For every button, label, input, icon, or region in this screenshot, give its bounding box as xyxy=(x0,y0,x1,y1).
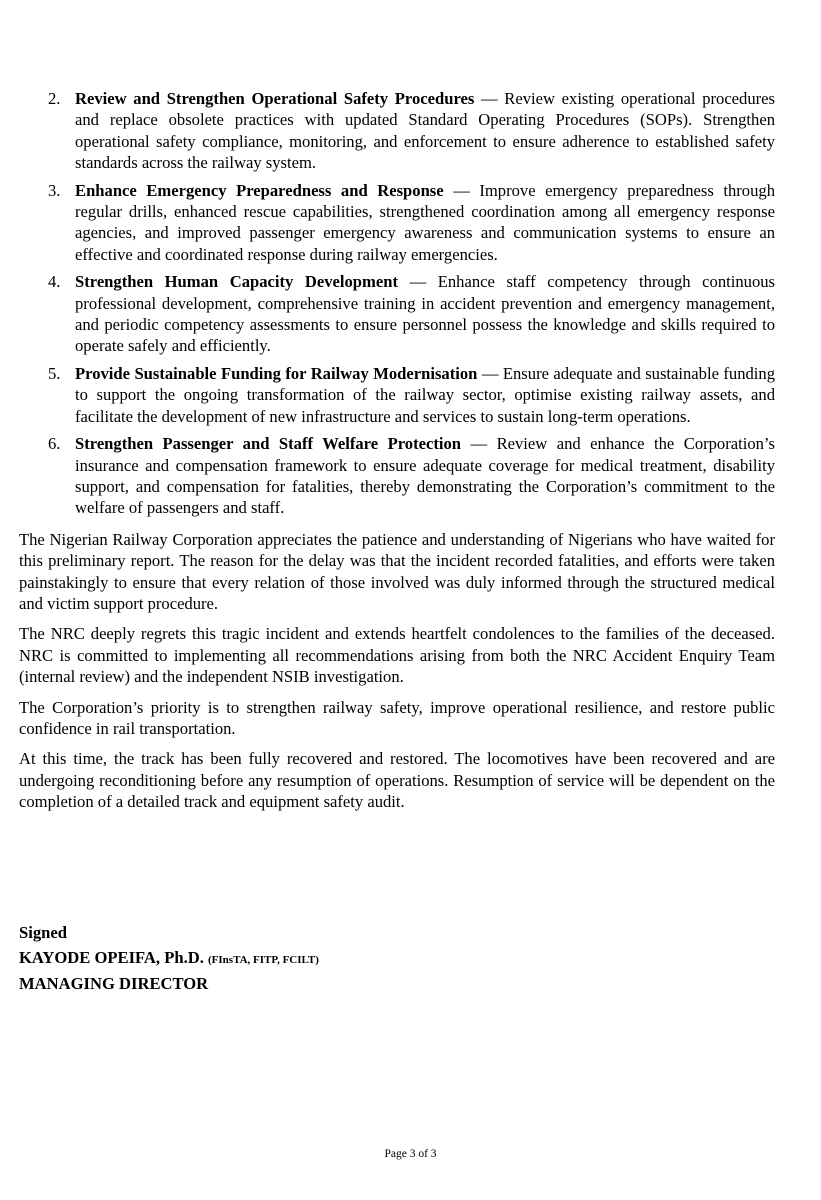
recommendation-title: Strengthen Human Capacity Development xyxy=(75,272,398,292)
recommendation-title: Review and Strengthen Operational Safety Procedures xyxy=(75,89,475,108)
recommendation-body: Improve emergency preparedness through regular drills, enhanced rescue capabilities, strengthened coordination among all emergency response agencies, and improved passenger emergency awareness and communication systems to ensure an effective and coordinated response during railway emergencies. xyxy=(75,180,775,264)
recommendation-item xyxy=(19,88,775,174)
title-separator: — xyxy=(461,434,497,454)
recommendation-body: Ensure adequate and sustainable funding to support the ongoing transformation of the railway sector, optimise existing railway assets, and facilitate the development of new infrastructure and services to sustain long-term operations. xyxy=(75,363,775,426)
paragraph-track-status: At this time, the track has been fully recovered and restored. The locomotives have been recovered and are undergoing reconditioning before any resumption of operations. Resumption of service will be dependent on the completion of a detailed track and equipment safety audit. xyxy=(19,749,775,812)
title-separator: — xyxy=(443,180,480,200)
signatory-credentials: (FInsTA, FITP, FCILT) xyxy=(208,953,319,966)
recommendation-number: 3. xyxy=(48,180,61,200)
recommendation-number: 6. xyxy=(48,434,61,454)
signatory-name: KAYODE OPEIFA, Ph.D. xyxy=(19,947,204,967)
recommendation-number: 2. xyxy=(48,89,61,108)
recommendation-body: Review existing operational procedures and replace obsolete practices with updated Standard Operating Procedures (SOPs). Strengthen operational safety compliance, monitoring, and enforcement to ensure adherence to established safety standards across the railway system. xyxy=(75,89,775,173)
recommendation-item xyxy=(19,271,775,357)
recommendation-title: Enhance Emergency Preparedness and Response xyxy=(75,180,444,200)
recommendation-item xyxy=(19,180,775,266)
page-number: Page 3 of 3 xyxy=(384,1148,437,1160)
recommendations-list xyxy=(19,88,775,519)
paragraph-priority: The Corporation’s priority is to strengthen railway safety, improve operational resilience, and restore public confidence in rail transportation. xyxy=(19,697,775,738)
recommendation-number: 4. xyxy=(48,272,61,292)
signatory-line xyxy=(19,946,319,973)
title-separator: — xyxy=(474,89,505,108)
recommendation-number: 5. xyxy=(48,363,61,383)
recommendation-item xyxy=(19,363,775,427)
title-separator: — xyxy=(397,272,438,292)
signed-label: Signed xyxy=(19,923,67,942)
paragraph-appreciation: The Nigerian Railway Corporation appreciates the patience and understanding of Nigerians who have waited for this preliminary report. The reason for the delay was that the incident recorded fatalities, and efforts were taken painstakingly to ensure that every relation of those involved was duly informed through the structured medical and victim support procedure. xyxy=(19,529,775,613)
paragraph-condolences: The NRC deeply regrets this tragic incident and extends heartfelt condolences to the families of the deceased. NRC is committed to implementing all recommendations arising from both the NRC Accident Enquiry Team (internal review) and the independent NSIB investigation. xyxy=(19,624,775,687)
signature-block xyxy=(19,921,319,997)
recommendation-title: Provide Sustainable Funding for Railway Modernisation xyxy=(75,363,478,383)
recommendation-body: Enhance staff competency through continuous professional development, comprehensive training in accident prevention and emergency management, and periodic competency assessments to ensure personnel possess the knowledge and skills required to operate safely and efficiently. xyxy=(75,272,775,356)
title-separator: — xyxy=(477,363,503,383)
recommendation-body: Review and enhance the Corporation’s insurance and compensation framework to ensure adequate coverage for medical treatment, disability support, and compensation for fatalities, thereby demonstrating the Corporation’s commitment to the welfare of passengers and staff. xyxy=(75,434,776,518)
recommendation-item xyxy=(19,433,775,519)
signatory-role: MANAGING DIRECTOR xyxy=(19,974,209,993)
recommendation-title: Strengthen Passenger and Staff Welfare Protection xyxy=(75,434,461,454)
